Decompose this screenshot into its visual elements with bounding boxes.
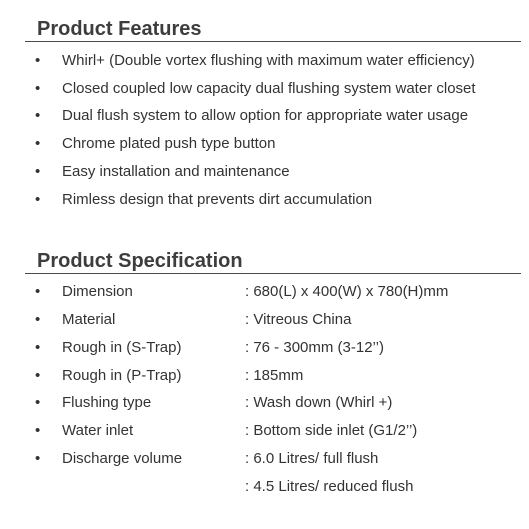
spec-value: : 680(L) x 400(W) x 780(H)mm (245, 283, 449, 300)
spec-row (0, 421, 529, 441)
spec-value: : 76 - 300mm (3-12’’) (245, 339, 384, 356)
specification-title: Product Specification (37, 250, 243, 272)
spec-value: : Wash down (Whirl +) (245, 394, 393, 411)
spec-label: Dimension (62, 283, 133, 300)
features-divider (25, 41, 521, 42)
feature-text: Whirl+ (Double vortex flushing with maximum water efficiency) (62, 52, 475, 69)
spec-value: : 6.0 Litres/ full flush (245, 450, 379, 467)
feature-item (0, 106, 529, 126)
spec-label: Rough in (S-Trap) (62, 339, 182, 356)
bullet-icon: • (35, 80, 41, 97)
spec-value: : Bottom side inlet (G1/2’’) (245, 422, 418, 439)
feature-item (0, 51, 529, 71)
bullet-icon: • (35, 394, 41, 411)
spec-label: Rough in (P-Trap) (62, 367, 182, 384)
bullet-icon: • (35, 283, 41, 300)
bullet-icon: • (35, 367, 41, 384)
feature-item (0, 190, 529, 210)
spec-row-continuation (0, 477, 529, 497)
bullet-icon: • (35, 135, 41, 152)
spec-row (0, 449, 529, 469)
spec-value: : Vitreous China (245, 311, 352, 328)
bullet-icon: • (35, 422, 41, 439)
feature-text: Closed coupled low capacity dual flushing system water closet (62, 80, 476, 97)
spec-row (0, 310, 529, 330)
bullet-icon: • (35, 450, 41, 467)
feature-item (0, 79, 529, 99)
feature-text: Rimless design that prevents dirt accumulation (62, 191, 373, 208)
features-title: Product Features (37, 18, 202, 40)
spec-row (0, 393, 529, 413)
feature-text: Easy installation and maintenance (62, 163, 290, 180)
feature-item (0, 134, 529, 154)
spec-row (0, 282, 529, 302)
spec-row (0, 338, 529, 358)
spec-value: : 4.5 Litres/ reduced flush (245, 478, 414, 495)
spec-label: Flushing type (62, 394, 152, 411)
bullet-icon: • (35, 163, 41, 180)
specification-divider (25, 273, 521, 274)
bullet-icon: • (35, 311, 41, 328)
bullet-icon: • (35, 191, 41, 208)
feature-text: Chrome plated push type button (62, 135, 276, 152)
bullet-icon: • (35, 52, 41, 69)
feature-text: Dual flush system to allow option for appropriate water usage (62, 107, 469, 124)
bullet-icon: • (35, 107, 41, 124)
feature-item (0, 162, 529, 182)
bullet-icon: • (35, 339, 41, 356)
spec-label: Water inlet (62, 422, 134, 439)
spec-label: Discharge volume (62, 450, 183, 467)
spec-row (0, 366, 529, 386)
spec-value: : 185mm (245, 367, 304, 384)
spec-label: Material (62, 311, 116, 328)
